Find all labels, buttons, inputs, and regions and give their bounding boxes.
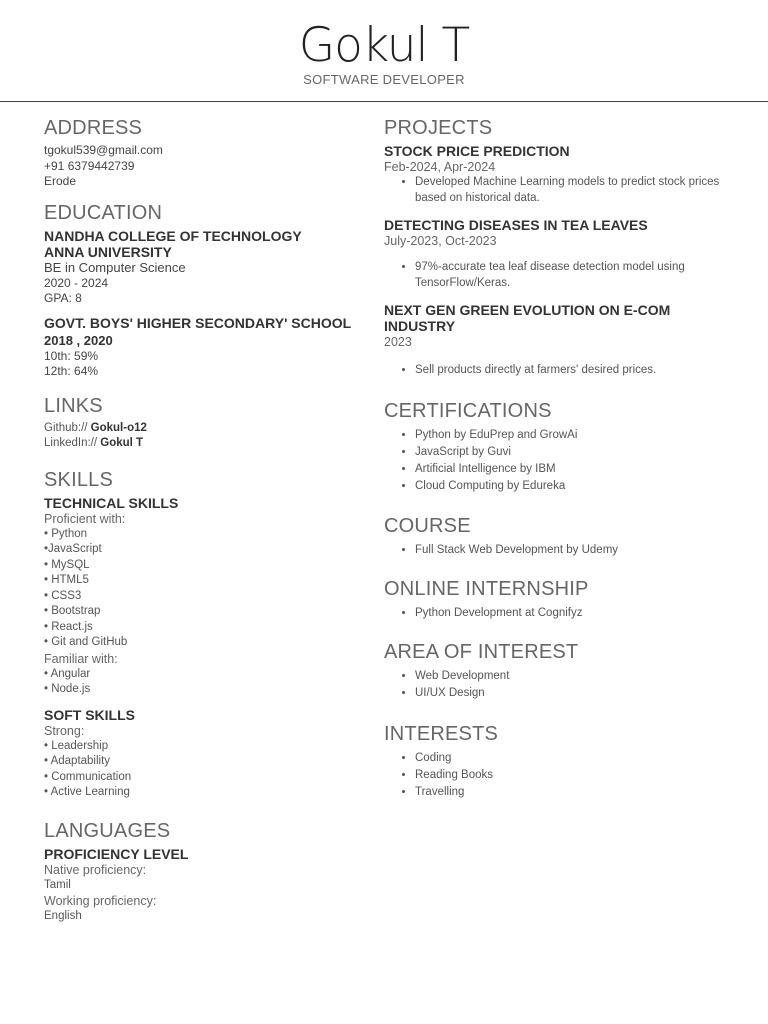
college-name: NANDHA COLLEGE OF TECHNOLOGY <box>44 227 302 244</box>
github-link[interactable] <box>44 421 364 437</box>
education-years: 2020 - 2024 <box>44 275 109 290</box>
links-heading: LINKS <box>44 394 103 417</box>
internship-item: • Python Development at Cognifyz <box>415 605 724 622</box>
linkedin-link[interactable] <box>44 436 364 452</box>
twelfth-score: 12th: 64% <box>44 364 99 378</box>
area-item: • Web Development <box>415 668 724 685</box>
certification-item: • JavaScript by Guvi <box>415 444 724 461</box>
proficient-item: •JavaScript <box>44 543 102 555</box>
skills-heading: SKILLS <box>44 468 114 491</box>
degree-text: BE in Computer Science <box>44 259 186 275</box>
project-item <box>384 143 724 206</box>
resume-header <box>0 0 768 102</box>
project-bullet: • Developed Machine Learning models to predict stock prices based on historical data. <box>415 175 724 206</box>
project-bullet: • Sell products directly at farmers' desired prices. <box>415 363 724 379</box>
github-label: Github:// <box>44 421 88 434</box>
project-title: STOCK PRICE PREDICTION <box>384 143 570 159</box>
project-title: NEXT GEN GREEN EVOLUTION ON E-COM INDUSTRY <box>384 302 671 334</box>
soft-skills-heading: SOFT SKILLS <box>44 706 135 723</box>
left-column <box>44 116 364 925</box>
proficient-item: • Python <box>44 527 88 540</box>
candidate-title: SOFTWARE DEVELOPER <box>303 72 465 87</box>
familiar-item: • Node.js <box>44 683 91 695</box>
soft-skill-item: • Communication <box>44 770 132 783</box>
project-bullet: • 97%-accurate tea leaf disease detection model using TensorFlow/Keras. <box>415 260 724 291</box>
university-name: ANNA UNIVERSITY <box>44 243 172 260</box>
area-item: • UI/UX Design <box>415 685 724 702</box>
technical-skills-heading: TECHNICAL SKILLS <box>44 494 179 511</box>
proficient-item: • CSS3 <box>44 589 82 602</box>
school-years: 2018 , 2020 <box>44 332 113 348</box>
native-label: Native proficiency: <box>44 862 147 877</box>
proficient-item: • Git and GitHub <box>44 636 128 648</box>
course-item: • Full Stack Web Development by Udemy <box>415 542 724 559</box>
education-heading: EDUCATION <box>44 201 163 224</box>
proficient-item: • Bootstrap <box>44 605 101 617</box>
interests-heading: INTERESTS <box>384 722 499 745</box>
familiar-item: • Angular <box>44 667 91 680</box>
city-text: Erode <box>44 174 77 188</box>
projects-heading: PROJECTS <box>384 117 493 139</box>
native-language: Tamil <box>44 878 71 891</box>
proficient-item: • MySQL <box>44 558 90 571</box>
certification-item: • Artificial Intelligence by IBM <box>415 461 724 478</box>
project-item <box>384 302 724 379</box>
right-column <box>384 116 724 801</box>
working-language: English <box>44 910 82 922</box>
interest-item: • Coding <box>415 750 724 767</box>
school-name: GOVT. BOYS' HIGHER SECONDARY' SCHOOL <box>44 314 352 331</box>
candidate-name: Gokul T <box>298 18 470 73</box>
project-dates: 2023 <box>384 335 412 349</box>
soft-skill-item: • Adaptability <box>44 755 111 767</box>
project-dates: Feb-2024, Apr-2024 <box>384 160 496 174</box>
interest-item: • Reading Books <box>415 767 724 784</box>
interest-item: • Travelling <box>415 784 724 801</box>
familiar-label: Familiar with: <box>44 651 118 666</box>
soft-skill-item: • Active Learning <box>44 786 130 798</box>
linkedin-value: Gokul T <box>100 437 144 449</box>
proficient-label: Proficient with: <box>44 511 126 526</box>
certifications-heading: CERTIFICATIONS <box>384 399 552 422</box>
project-title: DETECTING DISEASES IN TEA LEAVES <box>384 217 648 233</box>
internship-heading: ONLINE INTERNSHIP <box>384 577 589 600</box>
project-dates: July-2023, Oct-2023 <box>384 234 497 248</box>
soft-skill-item: • Leadership <box>44 739 109 752</box>
project-item <box>384 217 724 291</box>
certification-item: • Python by EduPrep and GrowAi <box>415 427 724 444</box>
languages-heading: LANGUAGES <box>44 819 171 842</box>
github-value: Gokul-o12 <box>90 421 147 434</box>
certification-item: • Cloud Computing by Edureka <box>415 478 724 495</box>
course-heading: COURSE <box>384 514 471 537</box>
email-text: tgokul539@gmail.com <box>44 143 163 157</box>
area-of-interest-heading: AREA OF INTEREST <box>384 640 579 663</box>
proficient-item: • HTML5 <box>44 574 89 586</box>
proficient-item: • React.js <box>44 620 93 633</box>
linkedin-label: LinkedIn:// <box>44 437 98 449</box>
phone-text: +91 6379442739 <box>44 158 135 173</box>
address-heading: ADDRESS <box>44 117 143 139</box>
gpa-text: GPA: 8 <box>44 291 82 305</box>
proficiency-heading: PROFICIENCY LEVEL <box>44 845 189 862</box>
strong-label: Strong: <box>44 723 85 738</box>
working-label: Working proficiency: <box>44 894 157 908</box>
tenth-score: 10th: 59% <box>44 348 99 363</box>
